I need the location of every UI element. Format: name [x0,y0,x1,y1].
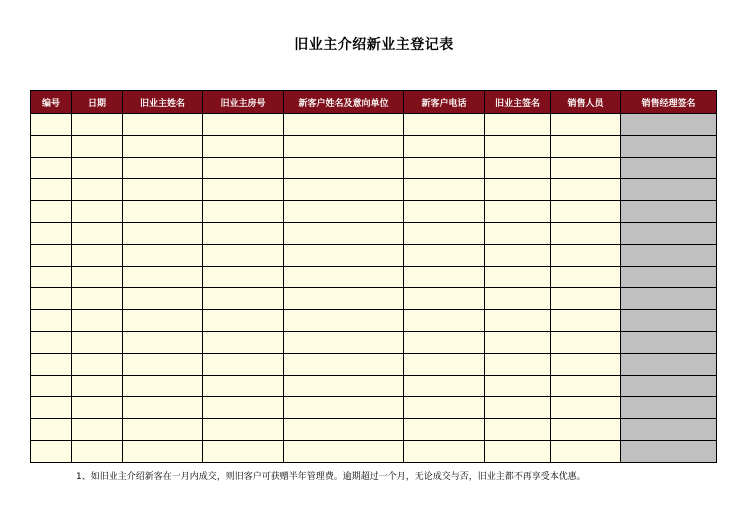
table-cell[interactable] [284,179,404,201]
table-cell[interactable] [203,331,284,353]
table-cell[interactable] [404,114,485,136]
table-cell[interactable] [203,266,284,288]
table-cell[interactable] [551,114,621,136]
table-cell[interactable] [404,353,485,375]
table-cell[interactable] [404,135,485,157]
table-cell[interactable] [123,440,203,462]
table-row [31,397,717,419]
table-cell[interactable] [485,222,551,244]
table-cell[interactable] [404,331,485,353]
table-cell[interactable] [485,440,551,462]
table-row [31,266,717,288]
table-cell[interactable] [123,288,203,310]
table-cell[interactable] [485,179,551,201]
signature-cell[interactable] [621,179,717,201]
table-cell[interactable] [31,288,72,310]
table-cell[interactable] [485,114,551,136]
signature-cell[interactable] [621,201,717,223]
table-cell[interactable] [72,440,123,462]
table-cell[interactable] [72,135,123,157]
table-cell[interactable] [72,419,123,441]
table-cell[interactable] [551,397,621,419]
table-cell[interactable] [203,288,284,310]
column-header-old-owner-name: 旧业主姓名 [123,91,203,114]
signature-cell[interactable] [621,397,717,419]
table-cell[interactable] [203,157,284,179]
table-cell[interactable] [284,397,404,419]
table-cell[interactable] [404,375,485,397]
signature-cell[interactable] [621,310,717,332]
signature-cell[interactable] [621,135,717,157]
table-cell[interactable] [31,331,72,353]
signature-cell[interactable] [621,222,717,244]
table-cell[interactable] [551,288,621,310]
table-cell[interactable] [284,266,404,288]
table-cell[interactable] [485,375,551,397]
table-cell[interactable] [123,135,203,157]
table-cell[interactable] [123,266,203,288]
table-cell[interactable] [485,266,551,288]
table-cell[interactable] [404,201,485,223]
column-header-old-owner-room: 旧业主房号 [203,91,284,114]
table-cell[interactable] [404,222,485,244]
table-row [31,179,717,201]
table-cell[interactable] [72,244,123,266]
table-cell[interactable] [551,419,621,441]
table-body [31,114,717,463]
signature-cell[interactable] [621,440,717,462]
table-cell[interactable] [551,157,621,179]
table-cell[interactable] [485,201,551,223]
table-cell[interactable] [72,353,123,375]
signature-cell[interactable] [621,244,717,266]
table-cell[interactable] [485,244,551,266]
table-cell[interactable] [72,288,123,310]
page-title: 旧业主介绍新业主登记表 [294,37,454,53]
table-row [31,331,717,353]
table-cell[interactable] [31,157,72,179]
column-header-old-owner-signature: 旧业主签名 [485,91,551,114]
table-cell[interactable] [123,157,203,179]
table-cell[interactable] [123,375,203,397]
table-cell[interactable] [72,222,123,244]
table-cell[interactable] [31,353,72,375]
table-cell[interactable] [123,353,203,375]
signature-cell[interactable] [621,114,717,136]
column-header-number: 编号 [31,91,72,114]
table-cell[interactable] [284,201,404,223]
table-cell[interactable] [203,222,284,244]
column-header-date: 日期 [72,91,123,114]
table-cell[interactable] [123,114,203,136]
table-cell[interactable] [31,222,72,244]
table-cell[interactable] [485,419,551,441]
table-cell[interactable] [284,244,404,266]
table-cell[interactable] [404,179,485,201]
table-cell[interactable] [551,244,621,266]
table-cell[interactable] [123,222,203,244]
table-cell[interactable] [551,222,621,244]
table-cell[interactable] [551,331,621,353]
table-row [31,375,717,397]
table-cell[interactable] [284,288,404,310]
table-cell[interactable] [551,310,621,332]
table-row [31,419,717,441]
table-cell[interactable] [203,353,284,375]
table-row [31,114,717,136]
table-cell[interactable] [72,266,123,288]
column-header-salesperson: 销售人员 [551,91,621,114]
table-cell[interactable] [31,419,72,441]
table-cell[interactable] [123,419,203,441]
table-cell[interactable] [31,201,72,223]
table-cell[interactable] [203,397,284,419]
table-cell[interactable] [203,114,284,136]
column-header-sales-manager-signature: 销售经理签名 [621,91,717,114]
table-cell[interactable] [203,201,284,223]
table-cell[interactable] [123,397,203,419]
table-cell[interactable] [551,179,621,201]
signature-cell[interactable] [621,353,717,375]
registration-table [30,90,717,463]
column-header-new-client-name-unit: 新客户姓名及意向单位 [284,91,404,114]
table-cell[interactable] [404,419,485,441]
signature-cell[interactable] [621,331,717,353]
table-cell[interactable] [72,179,123,201]
table-cell[interactable] [284,419,404,441]
table-cell[interactable] [72,331,123,353]
table-cell[interactable] [72,201,123,223]
table-cell[interactable] [203,135,284,157]
table-cell[interactable] [404,397,485,419]
table-cell[interactable] [31,179,72,201]
table-cell[interactable] [203,310,284,332]
table-cell[interactable] [404,440,485,462]
table-cell[interactable] [404,244,485,266]
column-header-new-client-phone: 新客户电话 [404,91,485,114]
table-cell[interactable] [72,375,123,397]
signature-cell[interactable] [621,157,717,179]
table-row [31,201,717,223]
footnote: 1、如旧业主介绍新客在一月内成交，则旧客户可获赠半年管理费。逾期超过一个月，无论成交与否，旧业主都不再享受本优惠。 [76,472,586,482]
table-cell[interactable] [31,397,72,419]
table-cell[interactable] [203,375,284,397]
table-cell[interactable] [284,331,404,353]
table-cell[interactable] [551,375,621,397]
table-cell[interactable] [31,114,72,136]
table-cell[interactable] [72,114,123,136]
table-cell[interactable] [31,310,72,332]
table-row [31,244,717,266]
table-cell[interactable] [123,331,203,353]
table-cell[interactable] [284,114,404,136]
table-cell[interactable] [485,331,551,353]
signature-cell[interactable] [621,288,717,310]
table-cell[interactable] [284,157,404,179]
table-cell[interactable] [284,222,404,244]
table-cell[interactable] [485,135,551,157]
table-cell[interactable] [551,266,621,288]
table-cell[interactable] [72,157,123,179]
table-cell[interactable] [485,310,551,332]
table-cell[interactable] [551,440,621,462]
table-cell[interactable] [485,397,551,419]
table-cell[interactable] [123,201,203,223]
table-cell[interactable] [123,179,203,201]
table-cell[interactable] [123,244,203,266]
table-cell[interactable] [72,310,123,332]
table-row [31,440,717,462]
table-cell[interactable] [31,266,72,288]
table-cell[interactable] [123,310,203,332]
table-row [31,288,717,310]
table-cell[interactable] [485,288,551,310]
table-cell[interactable] [203,179,284,201]
table-cell[interactable] [284,135,404,157]
table-cell[interactable] [203,244,284,266]
table-cell[interactable] [284,353,404,375]
table-cell[interactable] [485,157,551,179]
table-cell[interactable] [203,419,284,441]
table-cell[interactable] [31,244,72,266]
signature-cell[interactable] [621,419,717,441]
table-cell[interactable] [404,288,485,310]
table-cell[interactable] [31,135,72,157]
signature-cell[interactable] [621,266,717,288]
table-cell[interactable] [404,266,485,288]
table-cell[interactable] [551,135,621,157]
signature-cell[interactable] [621,375,717,397]
table-row [31,353,717,375]
table-cell[interactable] [203,440,284,462]
table-row [31,157,717,179]
table-row [31,135,717,157]
table-cell[interactable] [485,353,551,375]
table-cell[interactable] [404,310,485,332]
table-row [31,310,717,332]
table-cell[interactable] [31,375,72,397]
table-cell[interactable] [284,375,404,397]
table-cell[interactable] [72,397,123,419]
header-row [31,91,717,114]
table-cell[interactable] [551,353,621,375]
table-row [31,222,717,244]
table-cell[interactable] [551,201,621,223]
table-cell[interactable] [31,440,72,462]
table-cell[interactable] [284,310,404,332]
table-cell[interactable] [284,440,404,462]
table-cell[interactable] [404,157,485,179]
